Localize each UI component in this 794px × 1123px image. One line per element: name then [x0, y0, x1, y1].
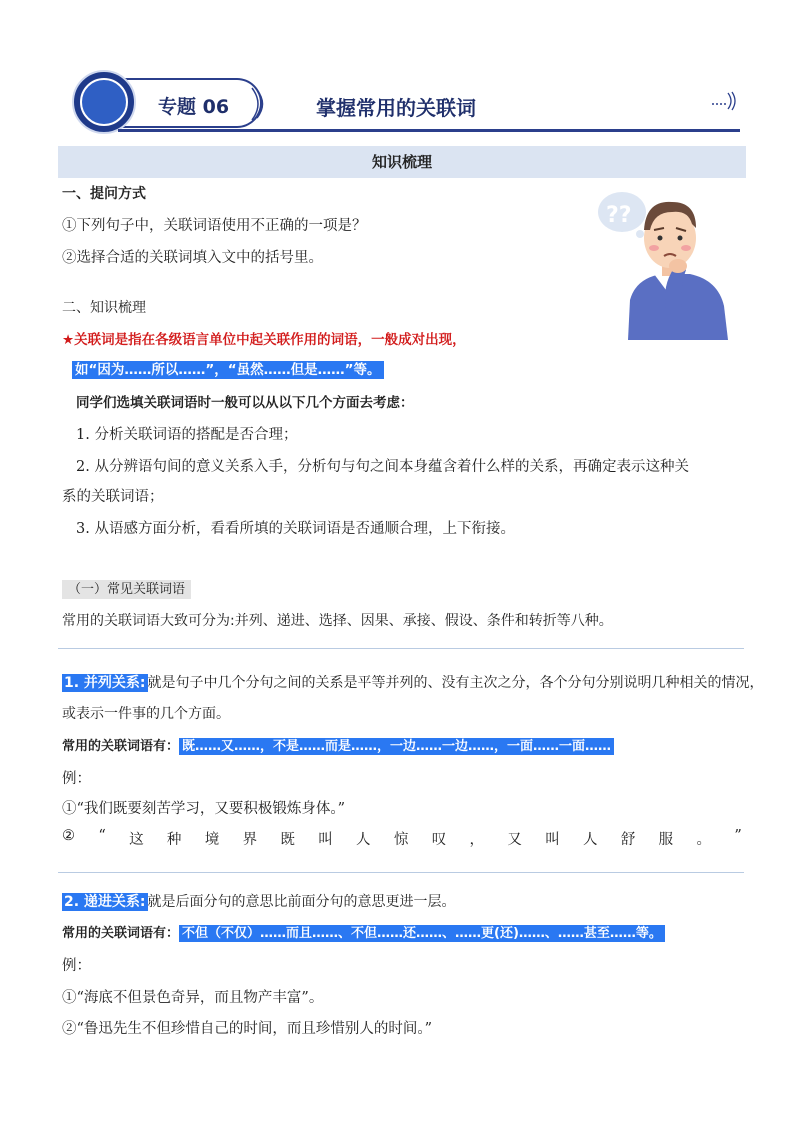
example-char: 。 — [696, 832, 711, 848]
part1-heading: 一、提问方式 — [62, 186, 146, 202]
progressive-example-1: ①“海底不但景色奇异，而且物产丰富”。 — [62, 990, 324, 1006]
parallel-example-2 — [62, 828, 742, 849]
definition-line: ★关联词是指在各级语言单位中起关联作用的词语，一般成对出现， — [62, 332, 466, 348]
tip-3: 3. 从语感方面分析，看看所填的关联词语是否通顺合理，上下衔接。 — [76, 521, 515, 537]
parallel-words: 既……又……，不是……而是……，一边……一边……，一面……一面…… — [179, 738, 614, 755]
page-title: 掌握常用的关联词 — [316, 96, 476, 120]
example-char: “ — [98, 828, 106, 844]
progressive-example-label: 例： — [62, 958, 91, 974]
example-char: 界 — [242, 832, 258, 848]
example-char: 又 — [507, 832, 522, 848]
header-circle-inner — [80, 78, 128, 126]
parallel-example-1: ①“我们既要刻苦学习，又要积极锻炼身体。” — [62, 801, 346, 817]
tip-2a: 2. 从分辨语句间的意义关系入手，分析句与句之间本身蕴含着什么样的关系，再确定表示这种关 — [76, 459, 689, 475]
example-char: 既 — [280, 832, 295, 848]
intro-line: 同学们选填关联词语时一般可以从以下几个方面去考虑： — [76, 395, 414, 411]
progressive-desc-row — [62, 891, 456, 911]
parallel-label: 1. 并列关系: — [64, 675, 146, 691]
progressive-words-label: 常用的关联词语有： — [62, 926, 180, 941]
common-desc: 常用的关联词语大致可分为:并列、递进、选择、因果、承接、假设、条件和转折等八种。 — [62, 613, 613, 629]
parallel-desc-a: 就是句子中几个分句之间的关系是平等并列的、没有主次之分，各个分句分别说明几种相关的情况， — [147, 675, 764, 691]
progressive-words-row — [62, 922, 665, 941]
example-char: 叫 — [318, 832, 333, 848]
example-char: ② — [62, 828, 75, 844]
example-highlight-row — [72, 358, 384, 378]
common-tag: （一）常见关联词语 — [62, 580, 191, 599]
example-char: 人 — [583, 832, 598, 848]
tip-1: 1. 分析关联词语的搭配是否合理； — [76, 427, 298, 443]
question-1: ①下列句子中，关联词语使用不正确的一项是？ — [62, 218, 367, 234]
example-char: 人 — [356, 832, 371, 848]
example-char: 惊 — [393, 832, 409, 848]
tip-2b: 系的关联词语； — [62, 489, 164, 505]
divider — [58, 648, 744, 649]
example-char: 舒 — [620, 832, 636, 848]
question-2: ②选择合适的关联词填入文中的括号里。 — [62, 250, 323, 266]
example-char: ， — [469, 832, 485, 848]
header-rule — [118, 129, 740, 132]
example-char: 叹 — [431, 832, 447, 848]
parallel-words-label: 常用的关联词语有： — [62, 739, 180, 754]
progressive-desc: 就是后面分句的意思比前面分句的意思更进一层。 — [147, 894, 456, 910]
header-decoration-icon — [710, 90, 740, 112]
svg-text:??: ?? — [606, 203, 632, 228]
section-title: 知识梳理 — [371, 153, 432, 171]
parallel-desc-row — [62, 672, 764, 692]
divider — [58, 872, 744, 873]
thinking-person-illustration — [596, 190, 736, 340]
progressive-example-2: ②“鲁迅先生不但珍惜自己的时间，而且珍惜别人的时间。” — [62, 1021, 433, 1037]
parallel-words-row — [62, 735, 614, 754]
example-char: 叫 — [545, 832, 560, 848]
example-char: ” — [734, 828, 742, 844]
part2-heading: 二、知识梳理 — [62, 300, 146, 316]
badge-arc-lines — [248, 84, 272, 124]
progressive-label: 2. 递进关系: — [64, 894, 146, 910]
example-char: 服 — [658, 832, 674, 848]
example-char: 种 — [166, 832, 182, 848]
progressive-words: 不但（不仅）……而且……、不但……还……、……更(还)……、……甚至……等。 — [179, 925, 665, 942]
topic-code: 专题 06 — [158, 96, 230, 118]
example-char: 境 — [204, 832, 220, 848]
example-highlight: 如“因为……所以……”，“虽然……但是……”等。 — [72, 361, 384, 379]
parallel-example-label: 例： — [62, 771, 91, 787]
section-bar — [58, 146, 746, 178]
example-char: 这 — [129, 832, 144, 848]
parallel-desc-b: 或表示一件事的几个方面。 — [62, 706, 230, 722]
common-tag-row — [62, 578, 191, 597]
